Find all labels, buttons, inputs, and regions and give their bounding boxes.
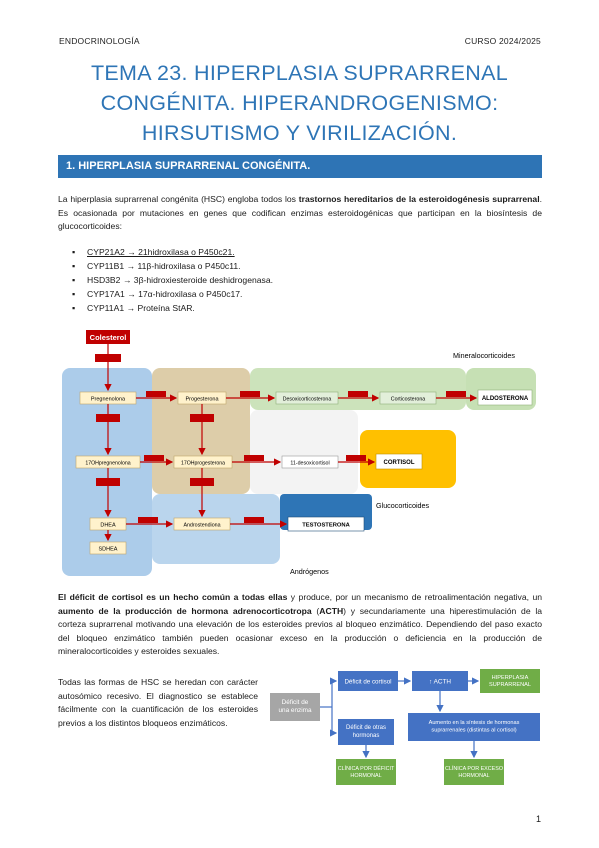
17oh-pregnenolone-label: 17OHpregnenolona xyxy=(85,460,131,467)
glucocorticoid-region xyxy=(250,410,358,494)
section-heading: 1. HIPERPLASIA SUPRARRENAL CONGÉNITA. xyxy=(58,155,542,178)
list-item-text: CYP11A1 → Proteína StAR. xyxy=(87,302,195,313)
steroidogenesis-diagram xyxy=(58,328,542,578)
list-item-text: HSD3B2 → 3β-hidroxiesteroide deshidrogenasa. xyxy=(87,274,273,285)
enzyme-list xyxy=(72,246,273,316)
cortisol-paragraph xyxy=(58,591,542,659)
glucocorticoid-label: Glucocorticoides xyxy=(376,501,430,510)
list-item xyxy=(72,302,273,316)
title-line-3: HIRSUTISMO Y VIRILIZACIÓN. xyxy=(141,121,458,145)
17oh-progesterone-label: 17OHprogesterona xyxy=(180,460,226,467)
cortisol-bold-a: El déficit de cortisol es un hecho común a todas ellas xyxy=(58,592,288,602)
cholesterol-label: Colesterol xyxy=(89,333,127,342)
progesterone-label: Progesterona xyxy=(185,396,219,403)
other-deficit-box xyxy=(338,719,394,745)
pathophysiology-flowchart xyxy=(270,665,542,790)
enzyme-deficit-label: Déficit de una enzima xyxy=(278,699,312,714)
cortisol-deficit-label: Déficit de cortisol xyxy=(344,678,392,686)
testosterone-label: TESTOSTERONA xyxy=(302,522,350,529)
cortisol-text-d: ( xyxy=(311,605,320,616)
list-item-text: CYP21A2 → 21hidroxilasa o P450c21. xyxy=(87,247,235,257)
list-item xyxy=(72,288,273,302)
synthesis-up-label: Aumento en la síntesis de hormonas suprarrenales (distintas al cortisol) xyxy=(428,720,520,734)
header-subject: ENDOCRINOLOGÍA xyxy=(59,36,140,46)
list-item xyxy=(72,260,273,274)
11-deoxycortisol-label: 11-desoxicortisol xyxy=(290,460,330,467)
hyperplasia-box xyxy=(480,669,540,693)
aldosterone-label: ALDOSTERONA xyxy=(481,396,529,402)
intro-text-a: La hiperplasia suprarrenal congénita (HSC) engloba todos los xyxy=(58,194,299,204)
intro-text-c: . Es ocasionada por mutaciones en genes que codifican enzimas esteroidogénicas que participan en la biosíntesis de glucocorticoides: xyxy=(58,194,542,232)
pregnenolone-label: Pregnenolona xyxy=(90,396,126,403)
hyperplasia-label: HIPERPLASIA SUPRARRENAL xyxy=(489,675,531,688)
other-deficit-label: Déficit de otras hormonas xyxy=(345,725,387,739)
clinic-deficit-label: CLÍNICA POR DÉFICIT HORMONAL xyxy=(337,766,395,779)
list-item xyxy=(72,246,273,260)
dhea-label: DHEA xyxy=(100,522,116,529)
androgen-label: Andrógenos xyxy=(290,567,329,576)
list-item xyxy=(72,274,273,288)
intro-paragraph xyxy=(58,193,542,234)
title-line-2: CONGÉNITA. HIPERANDROGENISMO: xyxy=(100,91,499,115)
cortisol-bold-c: aumento de la producción de hormona adrenocorticotropa xyxy=(58,605,312,616)
corticosterone-label: Corticosterona xyxy=(390,396,426,403)
inheritance-paragraph: Todas las formas de HSC se heredan con carácter autosómico recesivo. El diagnostico se establece fácilmente con la cuantificación de los esteroides previos a los distintos bloqueos enzimáticos. xyxy=(58,677,258,728)
list-item-text: CYP11B1 → 11β-hidroxilasa o P450c11. xyxy=(87,260,241,271)
cortisol-label: CORTISOL xyxy=(383,460,415,466)
cortisol-bold-e: ACTH xyxy=(319,605,344,616)
mineralocorticoid-label: Mineralocorticoides xyxy=(453,351,515,360)
cortisol-text-b: y produce, por un mecanismo de retroalimentación negativa, un xyxy=(287,592,542,602)
page-title xyxy=(40,58,559,148)
title-line-1: TEMA 23. HIPERPLASIA SUPRARRENAL xyxy=(90,61,509,85)
list-item-text: CYP17A1 → 17α-hidroxilasa o P450c17. xyxy=(87,288,243,299)
clinic-deficit-box xyxy=(336,759,396,785)
intro-bold: trastornos hereditarios de la esteroidogénesis suprarrenal xyxy=(298,194,540,204)
sdhea-label: SDHEA xyxy=(98,546,118,553)
clinic-excess-label: CLÍNICA POR EXCESO HORMONAL xyxy=(444,766,504,779)
androstenedione-label: Androstendiona xyxy=(183,522,221,529)
cortisol-text-f: ) y secundariamente una hiperestimulación de la corteza suprarrenal motivando una elevación de los esteroides previos al bloqueo enzimático. Dependiendo del paso exacto del bloqueo enzimático también pueden ocasionar exceso en la producción o deficiencia en la producción de mineralocorticoides y esteroides sexuales. xyxy=(58,605,543,657)
acth-label: ↑ ACTH xyxy=(428,678,452,686)
header-course: CURSO 2024/2025 xyxy=(464,36,541,46)
page-number: 1 xyxy=(535,814,541,824)
deoxycorticosterone-label: Desoxicorticosterona xyxy=(282,396,332,403)
clinic-excess-box xyxy=(444,759,504,785)
progesterone-region xyxy=(152,368,250,494)
